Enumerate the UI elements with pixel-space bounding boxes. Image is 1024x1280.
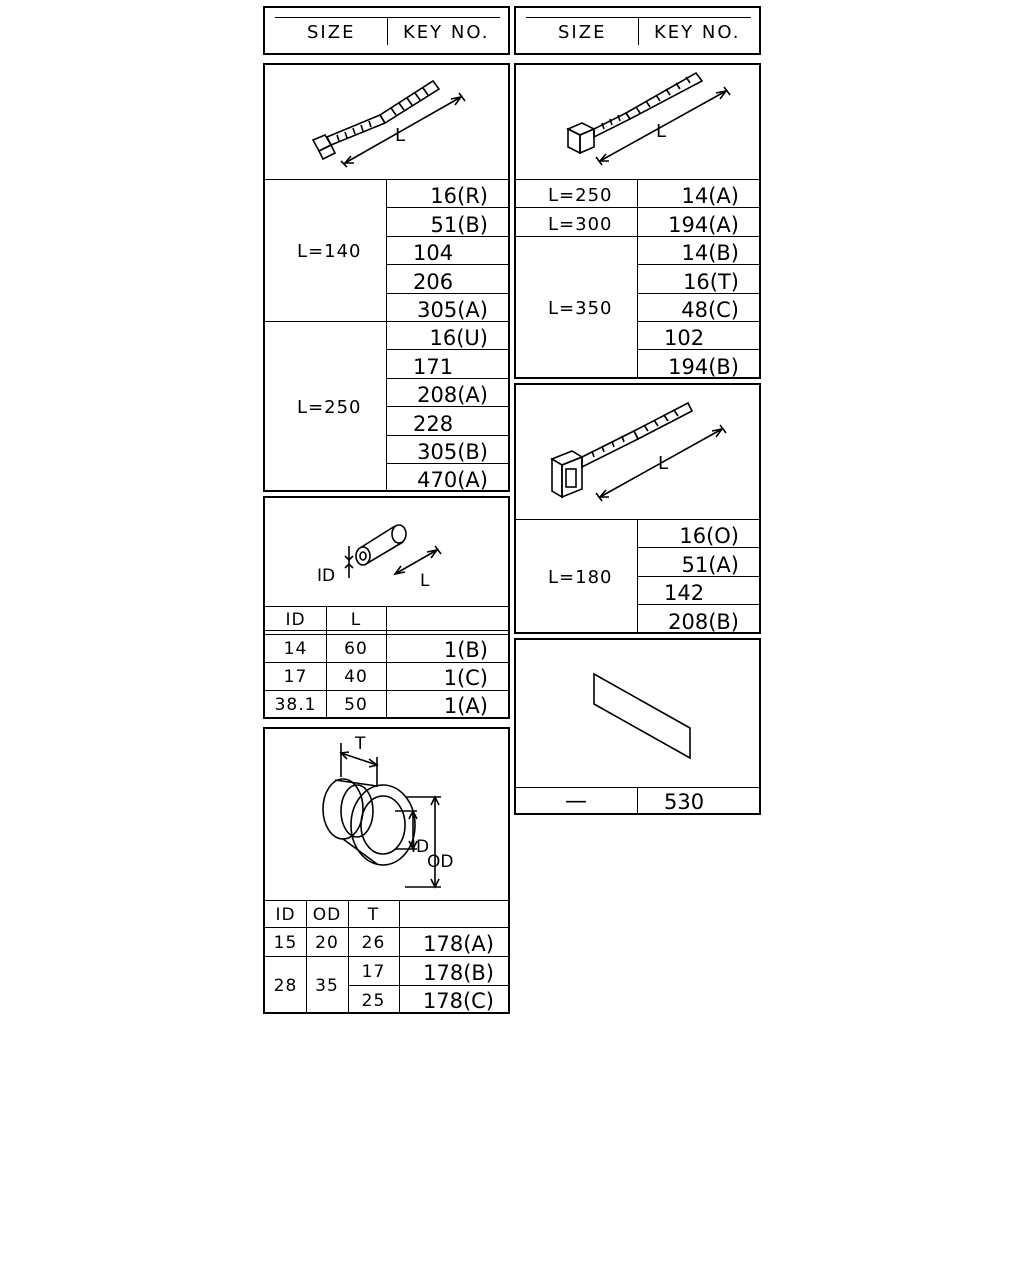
key-no: 206 bbox=[413, 270, 454, 294]
tube-id: 17 bbox=[283, 667, 308, 687]
tie-a-size-140: L=140 bbox=[297, 241, 362, 262]
grommet-t-label: T bbox=[355, 734, 366, 754]
tube-panel bbox=[263, 496, 510, 719]
plate-size-dash: — bbox=[565, 789, 588, 814]
cable-tie-b-illustration bbox=[516, 65, 759, 179]
cable-tie-a-panel bbox=[263, 63, 510, 492]
cable-tie-a-illustration bbox=[265, 65, 508, 179]
grommet-illustration bbox=[265, 729, 508, 901]
tube-id: 38.1 bbox=[274, 695, 317, 715]
size-header: SIZE bbox=[558, 22, 607, 43]
grommet-id: 15 bbox=[273, 933, 298, 953]
key-no: 1(A) bbox=[443, 694, 488, 718]
tube-l: 50 bbox=[344, 695, 368, 715]
header-left bbox=[263, 6, 510, 55]
cable-tie-c-panel bbox=[514, 383, 761, 634]
grommet-col-t: T bbox=[367, 905, 380, 925]
key-no: 305(A) bbox=[417, 298, 488, 322]
key-no: 1(B) bbox=[443, 638, 488, 662]
grommet-od-label: OD bbox=[427, 852, 454, 872]
key-no: 104 bbox=[413, 241, 454, 265]
key-no: 178(B) bbox=[423, 961, 494, 985]
key-no: 194(A) bbox=[668, 213, 739, 237]
cable-tie-b-panel bbox=[514, 63, 761, 379]
grommet-od: 20 bbox=[315, 933, 339, 953]
grommet-col-id: ID bbox=[275, 905, 296, 925]
cable-tie-c-illustration bbox=[516, 385, 759, 519]
key-no: 1(C) bbox=[443, 666, 488, 690]
key-no: 305(B) bbox=[417, 440, 488, 464]
tube-id: 14 bbox=[283, 639, 308, 659]
key-no: 194(B) bbox=[668, 355, 739, 379]
tie-a-size-250: L=250 bbox=[297, 397, 362, 418]
tube-col-id: ID bbox=[285, 610, 306, 630]
key-no-header: KEY NO. bbox=[654, 22, 741, 43]
tube-col-l: L bbox=[350, 610, 362, 630]
tie-c-size-180: L=180 bbox=[548, 567, 613, 588]
tie-c-length-label: L bbox=[658, 453, 669, 474]
key-no: 16(T) bbox=[683, 270, 739, 294]
key-no: 178(A) bbox=[423, 932, 494, 956]
tube-l: 40 bbox=[344, 667, 368, 687]
tube-id-label: ID bbox=[317, 566, 336, 586]
key-no: 51(A) bbox=[681, 553, 739, 577]
tie-b-size-300: L=300 bbox=[548, 214, 613, 235]
key-no: 530 bbox=[664, 790, 705, 814]
tie-b-size-250: L=250 bbox=[548, 185, 613, 206]
key-no: 171 bbox=[413, 355, 454, 379]
grommet-t: 25 bbox=[361, 991, 386, 1011]
key-no: 48(C) bbox=[681, 298, 739, 322]
tube-illustration bbox=[265, 498, 508, 606]
plate-panel bbox=[514, 638, 761, 815]
key-no: 470(A) bbox=[417, 468, 488, 492]
key-no: 142 bbox=[664, 581, 705, 605]
key-no: 16(R) bbox=[430, 184, 488, 208]
grommet-od: 35 bbox=[315, 976, 339, 996]
tube-l: 60 bbox=[344, 639, 368, 659]
grommet-col-od: OD bbox=[312, 905, 342, 925]
key-no: 208(A) bbox=[417, 383, 488, 407]
key-no: 208(B) bbox=[668, 610, 739, 634]
grommet-id: 28 bbox=[273, 976, 298, 996]
grommet-t: 26 bbox=[361, 933, 386, 953]
key-no: 228 bbox=[413, 412, 454, 436]
grommet-t: 17 bbox=[361, 962, 386, 982]
tie-b-size-350: L=350 bbox=[548, 298, 613, 319]
key-no: 16(O) bbox=[679, 524, 739, 548]
key-no-header: KEY NO. bbox=[403, 22, 490, 43]
grommet-id-label: ID bbox=[411, 837, 430, 857]
tube-l-label: L bbox=[420, 571, 430, 591]
plate-illustration bbox=[516, 640, 759, 787]
tie-a-length-label: L bbox=[395, 125, 406, 146]
key-no: 14(A) bbox=[681, 184, 739, 208]
grommet-panel bbox=[263, 727, 510, 1014]
key-no: 102 bbox=[664, 326, 705, 350]
key-no: 51(B) bbox=[430, 213, 488, 237]
key-no: 16(U) bbox=[429, 326, 488, 350]
size-header: SIZE bbox=[307, 22, 356, 43]
key-no: 14(B) bbox=[681, 241, 739, 265]
tie-b-length-label: L bbox=[656, 121, 667, 142]
header-right bbox=[514, 6, 761, 55]
key-no: 178(C) bbox=[422, 989, 494, 1013]
